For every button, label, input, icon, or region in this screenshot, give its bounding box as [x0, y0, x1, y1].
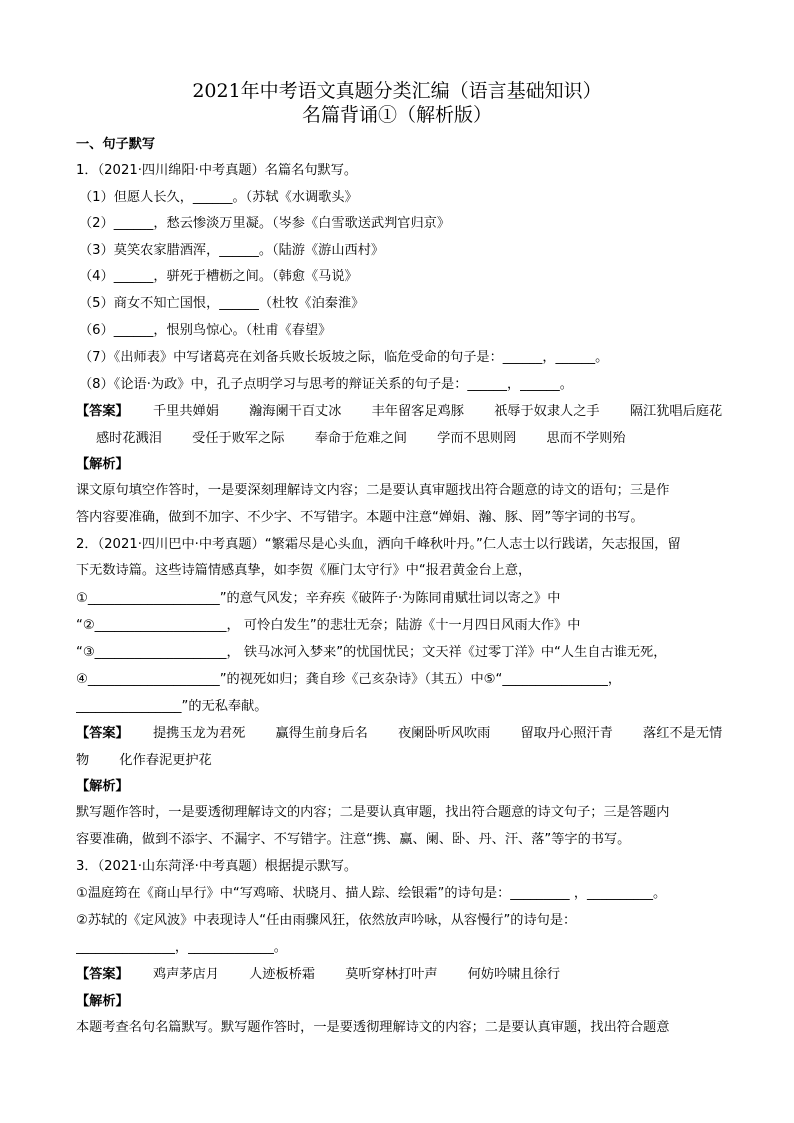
- q1-answer: 学而不思则罔: [437, 431, 517, 446]
- q2-line-1: 2．（2021·四川巴中·中考真题）“繁霜尽是心头血，洒向千峰秋叶丹。”仁人志士以行践诺，矢志报国，留: [76, 537, 681, 552]
- q3-answer: 鸡声茅店月: [152, 967, 219, 982]
- q2-answer-row-1: [76, 725, 748, 743]
- q1-answer-row-1: [76, 403, 748, 421]
- q2-answer: 夜阑卧听风吹雨: [397, 726, 491, 741]
- section-heading: 一、句子默写: [76, 137, 156, 152]
- q1-answer: 奉命于危难之间: [314, 431, 407, 446]
- q1-item-1: （1）但愿人长久，______。（苏轼《水调歌头》: [79, 190, 358, 205]
- q1-analysis-line-2: 答内容要准确，做到不加字、不少字、不写错字。本题中注意“婵娟、瀚、豚、罔”等字词的书写。: [76, 510, 644, 525]
- q2-analysis-line-2: 容要准确，做到不添字、不漏字、不写错字。注意“携、赢、阑、卧、丹、汗、落”等字的书写。: [76, 832, 631, 847]
- q1-answer: 受任于败军之际: [192, 431, 285, 446]
- q3-answer: 人迹板桥霜: [249, 967, 316, 982]
- q1-item-7: （7）《出师表》中写诸葛亮在刘备兵败长坂坡之际，临危受命的句子是：______，______。: [79, 350, 609, 365]
- q2-analysis-line-1: 默写题作答时，一是要透彻理解诗文的内容；二是要认真审题，找出符合题意的诗文句子；三是答题内: [76, 805, 670, 820]
- q1-item-5: （5）商女不知亡国恨，______（杜牧《泊秦淮》: [79, 296, 365, 311]
- q3-line-2: ①温庭筠在《商山早行》中“写鸡啼、状晓月、描人踪、绘银霜”的诗句是：_________ ，__________。: [76, 886, 667, 901]
- q1-item-4: （4）______，骈死于槽枥之间。（韩愈《马说》: [79, 269, 358, 284]
- answer-label: 【答案】: [76, 726, 129, 741]
- q3-answer: 莫听穿林打叶声: [345, 967, 438, 982]
- q2-line-7: ________________”的无私奉献。: [76, 699, 268, 714]
- title-line-1: 2021年中考语文真题分类汇编（语言基础知识）: [192, 80, 602, 102]
- q1-answer: 瀚海阑干百丈冰: [249, 404, 342, 419]
- q2-line-3: ①____________________”的意气风发；辛弃疾《破阵子·为陈同甫赋壮词以寄之》中: [76, 591, 561, 606]
- q2-answer: 物: [76, 753, 90, 768]
- answer-label: 【答案】: [76, 967, 129, 982]
- q2-answer: 提携玉龙为君死: [152, 726, 246, 741]
- q1-analysis-line-1: 课文原句填空作答时，一是要深刻理解诗文内容；二是要认真审题找出符合题意的诗文的语句；三是作: [76, 483, 670, 498]
- q1-item-8: （8）《论语·为政》中，孔子点明学习与思考的辩证关系的句子是：______，______。: [79, 377, 573, 392]
- q1-answer-row-2: [96, 430, 652, 448]
- answer-label: 【答案】: [76, 404, 129, 419]
- q3-line-1: 3．（2021·山东菏泽·中考真题）根据提示默写。: [76, 859, 358, 874]
- q3-analysis-line-1: 本题考查名句名篇默写。默写题作答时，一是要透彻理解诗文的内容；二是要认真审题，找出符合题意: [76, 1020, 670, 1035]
- analysis-label: 【解析】: [76, 779, 129, 794]
- q1-answer: 丰年留客足鸡豚: [371, 404, 464, 419]
- q3-line-4: _______________，_____________。: [76, 940, 287, 955]
- q1-stem: 1．（2021·四川绵阳·中考真题）名篇名句默写。: [76, 163, 358, 178]
- q1-answer: 感时花溅泪: [96, 431, 162, 446]
- title-line-2: 名篇背诵①（解析版）: [301, 104, 492, 126]
- q2-line-4: “②____________________， 可怜白发生”的悲壮无奈；陆游《十一月四日风雨大作》中: [76, 618, 581, 633]
- analysis-label: 【解析】: [76, 994, 129, 1009]
- q1-item-2: （2）______，愁云惨淡万里凝。（岑参《白雪歌送武判官归京》: [79, 216, 451, 231]
- q1-answer: 千里共婵娟: [152, 404, 219, 419]
- q1-answer: 思而不学则殆: [546, 431, 626, 446]
- q2-answer-row-2: [76, 752, 238, 770]
- q2-answer: 留取丹心照汗青: [520, 726, 613, 741]
- analysis-label: 【解析】: [76, 457, 129, 472]
- q3-answer: 何妨吟啸且徐行: [467, 967, 561, 982]
- q2-line-2: 下无数诗篇。这些诗篇情感真挚，如李贺《雁门太守行》中“报君黄金台上意，: [76, 563, 532, 578]
- q1-item-3: （3）莫笑农家腊酒浑，______。（陆游《游山西村》: [79, 243, 385, 258]
- q2-answer: 化作春泥更护花: [119, 753, 212, 768]
- q2-answer: 落红不是无情: [643, 726, 723, 741]
- q2-line-6: ④____________________”的视死如归；龚自珍《己亥杂诗》（其五）中⑤“________________，: [76, 672, 622, 687]
- q1-answer: 隔江犹唱后庭花: [629, 404, 723, 419]
- q2-line-5: “③____________________， 铁马冰河入梦来”的忧国忧民；文天祥《过零丁洋》中“人生自古谁无死，: [76, 645, 667, 660]
- q1-item-6: （6）______，恨别鸟惊心。（杜甫《春望》: [79, 323, 332, 338]
- q3-line-3: ②苏轼的《定风波》中表现诗人“任由雨骤风狂，依然放声吟咏，从容慢行”的诗句是：: [76, 913, 577, 928]
- q1-answer: 祇辱于奴隶人之手: [494, 404, 600, 419]
- q2-answer: 赢得生前身后名: [275, 726, 368, 741]
- q3-answer-row-1: [76, 966, 586, 984]
